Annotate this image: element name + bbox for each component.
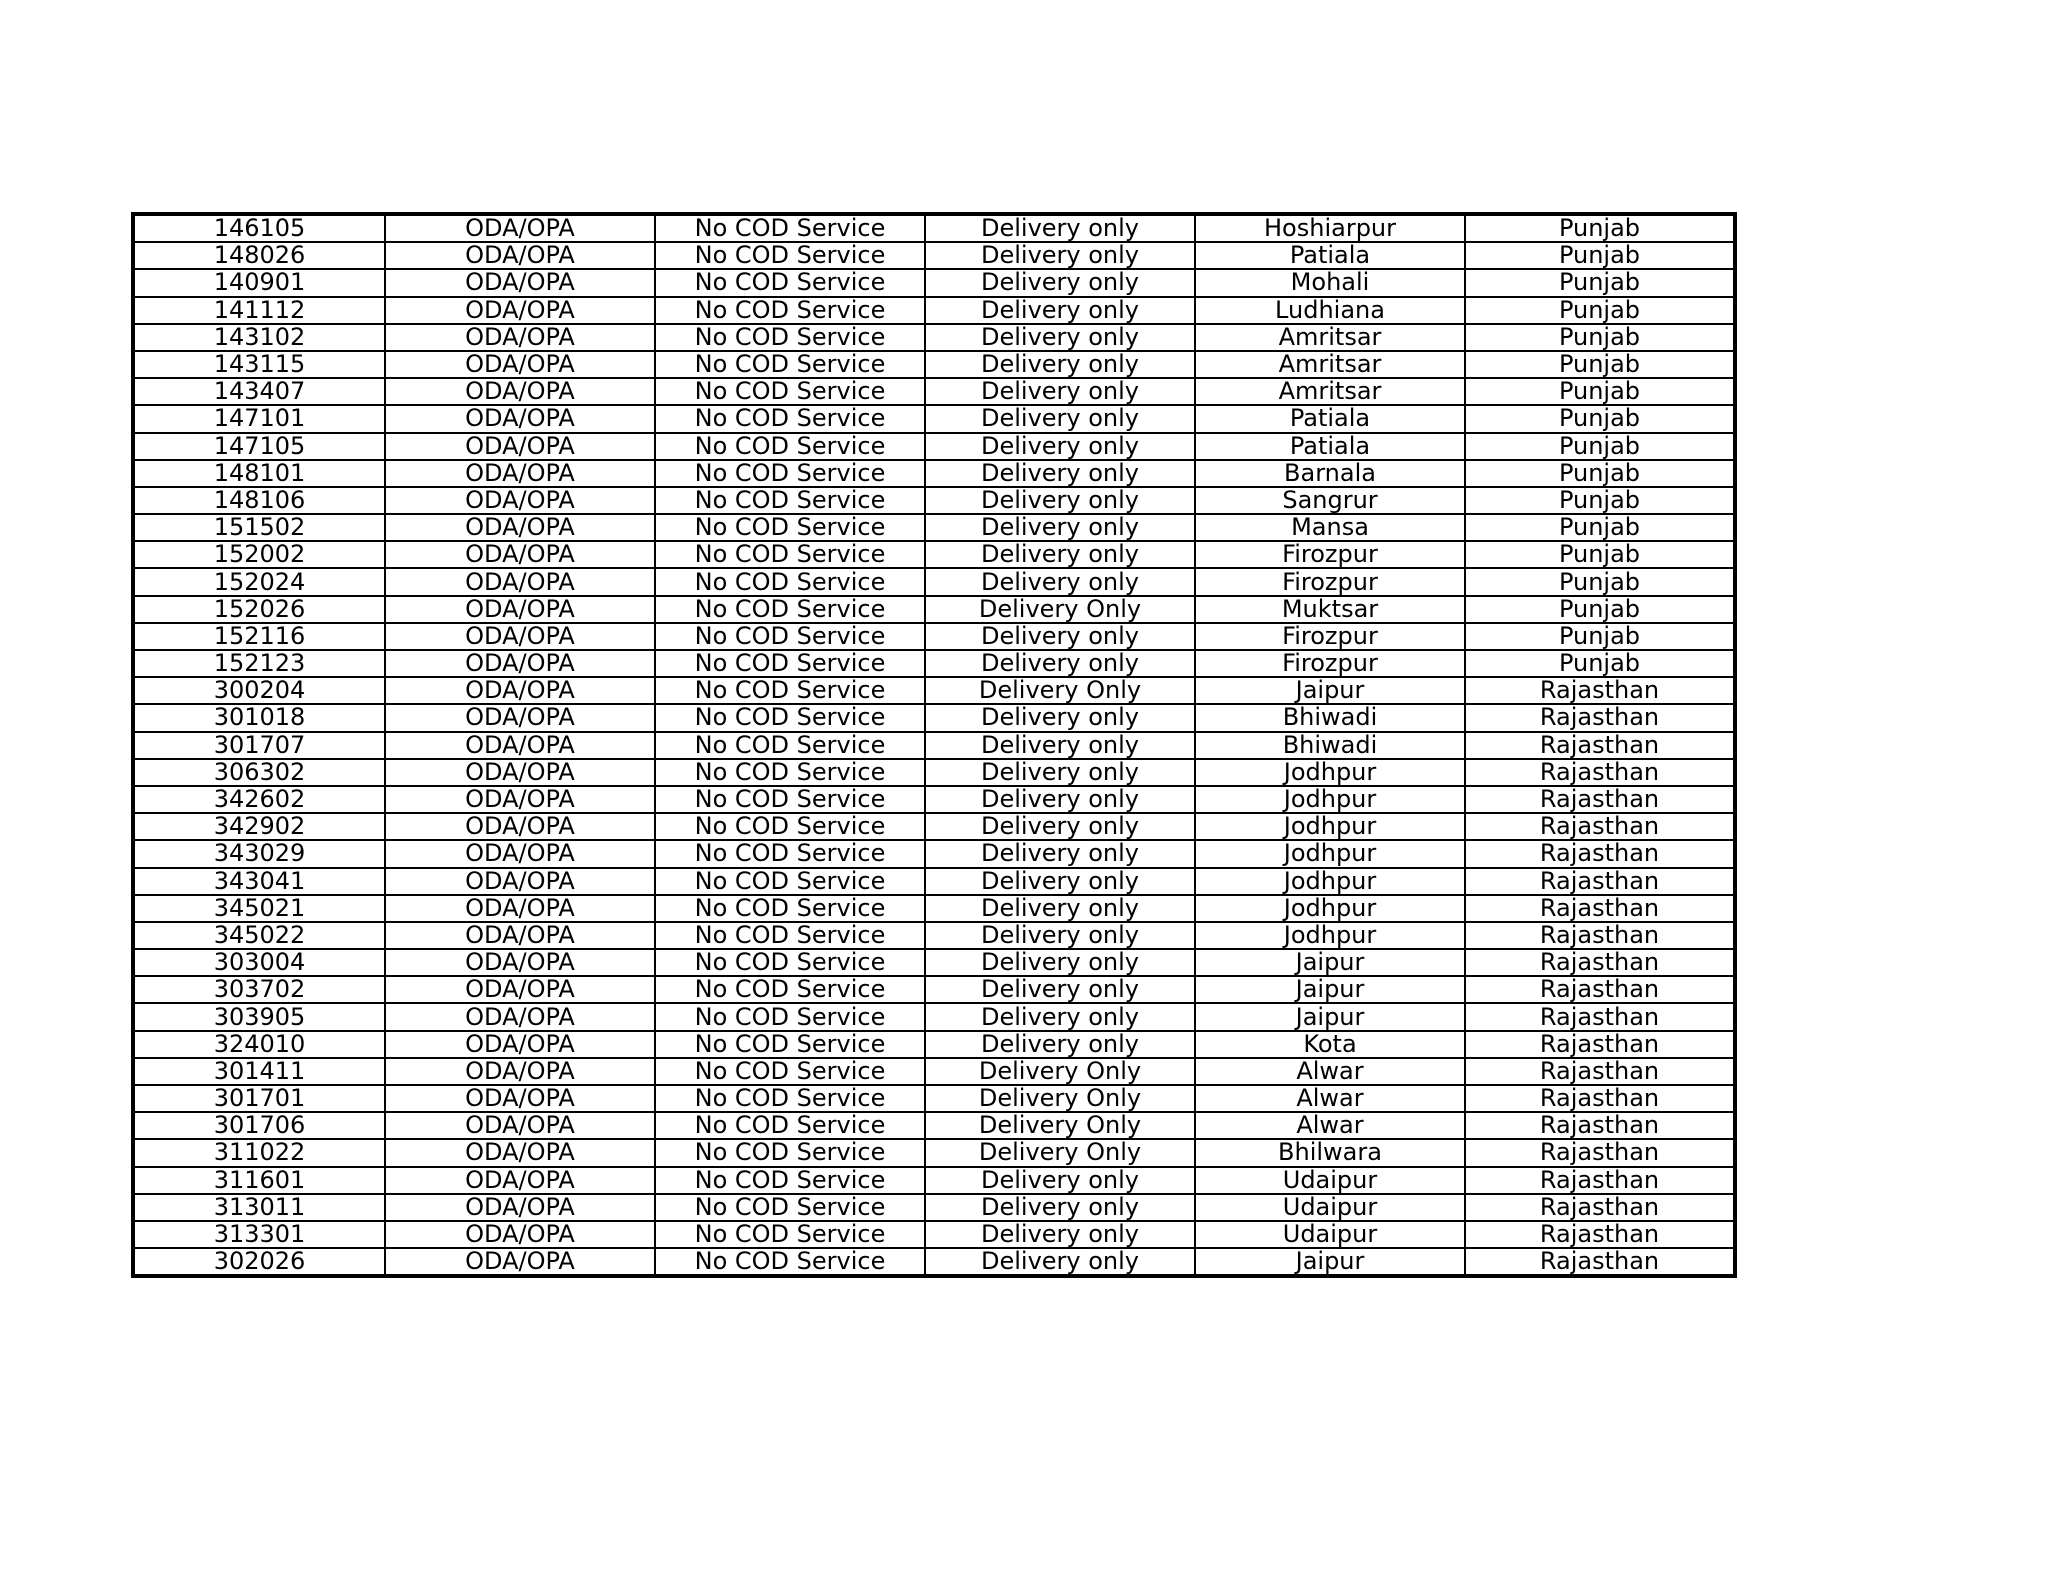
pincode-cell: 152024 bbox=[133, 568, 385, 595]
area-type-cell: ODA/OPA bbox=[385, 650, 655, 677]
cod-service-cell: No COD Service bbox=[655, 704, 925, 731]
city-cell: Patiala bbox=[1195, 405, 1465, 432]
state-cell: Rajasthan bbox=[1465, 1085, 1735, 1112]
table-row bbox=[133, 242, 1735, 269]
service-type-cell: Delivery only bbox=[925, 868, 1195, 895]
service-type-cell: Delivery only bbox=[925, 1003, 1195, 1030]
city-cell: Jodhpur bbox=[1195, 786, 1465, 813]
pincode-cell: 313011 bbox=[133, 1194, 385, 1221]
area-type-cell: ODA/OPA bbox=[385, 949, 655, 976]
city-cell: Bhilwara bbox=[1195, 1139, 1465, 1166]
table-row bbox=[133, 460, 1735, 487]
city-cell: Alwar bbox=[1195, 1085, 1465, 1112]
pincode-cell: 311601 bbox=[133, 1167, 385, 1194]
cod-service-cell: No COD Service bbox=[655, 433, 925, 460]
table-row bbox=[133, 514, 1735, 541]
city-cell: Mansa bbox=[1195, 514, 1465, 541]
table-row bbox=[133, 949, 1735, 976]
service-type-cell: Delivery only bbox=[925, 1031, 1195, 1058]
state-cell: Rajasthan bbox=[1465, 922, 1735, 949]
pincode-cell: 303004 bbox=[133, 949, 385, 976]
cod-service-cell: No COD Service bbox=[655, 1112, 925, 1139]
state-cell: Punjab bbox=[1465, 568, 1735, 595]
pincode-table bbox=[131, 212, 1737, 1278]
table-row bbox=[133, 324, 1735, 351]
state-cell: Punjab bbox=[1465, 378, 1735, 405]
city-cell: Kota bbox=[1195, 1031, 1465, 1058]
service-type-cell: Delivery Only bbox=[925, 596, 1195, 623]
table-row bbox=[133, 732, 1735, 759]
state-cell: Punjab bbox=[1465, 596, 1735, 623]
service-type-cell: Delivery only bbox=[925, 623, 1195, 650]
service-type-cell: Delivery only bbox=[925, 297, 1195, 324]
pincode-cell: 148106 bbox=[133, 487, 385, 514]
state-cell: Punjab bbox=[1465, 351, 1735, 378]
pincode-cell: 342902 bbox=[133, 813, 385, 840]
city-cell: Udaipur bbox=[1195, 1221, 1465, 1248]
pincode-cell: 313301 bbox=[133, 1221, 385, 1248]
area-type-cell: ODA/OPA bbox=[385, 297, 655, 324]
service-type-cell: Delivery only bbox=[925, 405, 1195, 432]
city-cell: Jodhpur bbox=[1195, 922, 1465, 949]
pincode-cell: 141112 bbox=[133, 297, 385, 324]
cod-service-cell: No COD Service bbox=[655, 677, 925, 704]
city-cell: Jodhpur bbox=[1195, 759, 1465, 786]
pincode-cell: 301411 bbox=[133, 1058, 385, 1085]
table-row bbox=[133, 1221, 1735, 1248]
pincode-cell: 301706 bbox=[133, 1112, 385, 1139]
city-cell: Firozpur bbox=[1195, 650, 1465, 677]
area-type-cell: ODA/OPA bbox=[385, 596, 655, 623]
cod-service-cell: No COD Service bbox=[655, 623, 925, 650]
city-cell: Barnala bbox=[1195, 460, 1465, 487]
pincode-cell: 306302 bbox=[133, 759, 385, 786]
state-cell: Punjab bbox=[1465, 541, 1735, 568]
area-type-cell: ODA/OPA bbox=[385, 405, 655, 432]
pincode-cell: 148026 bbox=[133, 242, 385, 269]
pincode-cell: 311022 bbox=[133, 1139, 385, 1166]
service-type-cell: Delivery only bbox=[925, 650, 1195, 677]
area-type-cell: ODA/OPA bbox=[385, 1248, 655, 1276]
pincode-cell: 301018 bbox=[133, 704, 385, 731]
pincode-cell: 303905 bbox=[133, 1003, 385, 1030]
city-cell: Mohali bbox=[1195, 269, 1465, 296]
table-row bbox=[133, 405, 1735, 432]
table-row bbox=[133, 1003, 1735, 1030]
city-cell: Bhiwadi bbox=[1195, 704, 1465, 731]
city-cell: Amritsar bbox=[1195, 351, 1465, 378]
table-row bbox=[133, 1139, 1735, 1166]
service-type-cell: Delivery only bbox=[925, 324, 1195, 351]
table-row bbox=[133, 568, 1735, 595]
state-cell: Punjab bbox=[1465, 214, 1735, 242]
state-cell: Punjab bbox=[1465, 405, 1735, 432]
service-type-cell: Delivery Only bbox=[925, 1058, 1195, 1085]
city-cell: Bhiwadi bbox=[1195, 732, 1465, 759]
area-type-cell: ODA/OPA bbox=[385, 1139, 655, 1166]
area-type-cell: ODA/OPA bbox=[385, 568, 655, 595]
area-type-cell: ODA/OPA bbox=[385, 623, 655, 650]
city-cell: Amritsar bbox=[1195, 324, 1465, 351]
pincode-cell: 345022 bbox=[133, 922, 385, 949]
state-cell: Punjab bbox=[1465, 514, 1735, 541]
cod-service-cell: No COD Service bbox=[655, 759, 925, 786]
state-cell: Punjab bbox=[1465, 623, 1735, 650]
cod-service-cell: No COD Service bbox=[655, 840, 925, 867]
pincode-cell: 143407 bbox=[133, 378, 385, 405]
service-type-cell: Delivery only bbox=[925, 541, 1195, 568]
pincode-cell: 301707 bbox=[133, 732, 385, 759]
table-row bbox=[133, 297, 1735, 324]
pincode-cell: 343041 bbox=[133, 868, 385, 895]
pincode-cell: 342602 bbox=[133, 786, 385, 813]
cod-service-cell: No COD Service bbox=[655, 895, 925, 922]
service-type-cell: Delivery only bbox=[925, 214, 1195, 242]
table-row bbox=[133, 677, 1735, 704]
city-cell: Jodhpur bbox=[1195, 840, 1465, 867]
service-type-cell: Delivery only bbox=[925, 732, 1195, 759]
cod-service-cell: No COD Service bbox=[655, 1003, 925, 1030]
service-type-cell: Delivery only bbox=[925, 487, 1195, 514]
cod-service-cell: No COD Service bbox=[655, 732, 925, 759]
table-row bbox=[133, 704, 1735, 731]
city-cell: Ludhiana bbox=[1195, 297, 1465, 324]
service-type-cell: Delivery Only bbox=[925, 1139, 1195, 1166]
service-type-cell: Delivery only bbox=[925, 1194, 1195, 1221]
service-type-cell: Delivery only bbox=[925, 895, 1195, 922]
pincode-cell: 345021 bbox=[133, 895, 385, 922]
service-type-cell: Delivery only bbox=[925, 1167, 1195, 1194]
pincode-cell: 140901 bbox=[133, 269, 385, 296]
state-cell: Rajasthan bbox=[1465, 976, 1735, 1003]
service-type-cell: Delivery only bbox=[925, 949, 1195, 976]
pincode-cell: 152123 bbox=[133, 650, 385, 677]
service-type-cell: Delivery only bbox=[925, 786, 1195, 813]
area-type-cell: ODA/OPA bbox=[385, 324, 655, 351]
service-type-cell: Delivery only bbox=[925, 514, 1195, 541]
table-row bbox=[133, 922, 1735, 949]
service-type-cell: Delivery only bbox=[925, 922, 1195, 949]
state-cell: Rajasthan bbox=[1465, 949, 1735, 976]
area-type-cell: ODA/OPA bbox=[385, 433, 655, 460]
city-cell: Jaipur bbox=[1195, 1003, 1465, 1030]
service-type-cell: Delivery only bbox=[925, 433, 1195, 460]
table-row bbox=[133, 895, 1735, 922]
area-type-cell: ODA/OPA bbox=[385, 895, 655, 922]
cod-service-cell: No COD Service bbox=[655, 460, 925, 487]
state-cell: Rajasthan bbox=[1465, 732, 1735, 759]
state-cell: Punjab bbox=[1465, 650, 1735, 677]
cod-service-cell: No COD Service bbox=[655, 214, 925, 242]
area-type-cell: ODA/OPA bbox=[385, 786, 655, 813]
city-cell: Hoshiarpur bbox=[1195, 214, 1465, 242]
pincode-cell: 300204 bbox=[133, 677, 385, 704]
table-row bbox=[133, 759, 1735, 786]
cod-service-cell: No COD Service bbox=[655, 1085, 925, 1112]
table-row bbox=[133, 786, 1735, 813]
table-row bbox=[133, 378, 1735, 405]
city-cell: Jodhpur bbox=[1195, 868, 1465, 895]
pincode-cell: 143115 bbox=[133, 351, 385, 378]
pincode-cell: 147105 bbox=[133, 433, 385, 460]
state-cell: Rajasthan bbox=[1465, 704, 1735, 731]
state-cell: Rajasthan bbox=[1465, 868, 1735, 895]
area-type-cell: ODA/OPA bbox=[385, 541, 655, 568]
table-row bbox=[133, 813, 1735, 840]
state-cell: Rajasthan bbox=[1465, 1167, 1735, 1194]
city-cell: Udaipur bbox=[1195, 1194, 1465, 1221]
service-type-cell: Delivery Only bbox=[925, 1112, 1195, 1139]
state-cell: Rajasthan bbox=[1465, 677, 1735, 704]
service-type-cell: Delivery Only bbox=[925, 677, 1195, 704]
area-type-cell: ODA/OPA bbox=[385, 813, 655, 840]
service-type-cell: Delivery only bbox=[925, 813, 1195, 840]
city-cell: Alwar bbox=[1195, 1058, 1465, 1085]
cod-service-cell: No COD Service bbox=[655, 487, 925, 514]
state-cell: Rajasthan bbox=[1465, 759, 1735, 786]
cod-service-cell: No COD Service bbox=[655, 514, 925, 541]
service-type-cell: Delivery only bbox=[925, 976, 1195, 1003]
table-row bbox=[133, 351, 1735, 378]
state-cell: Punjab bbox=[1465, 433, 1735, 460]
cod-service-cell: No COD Service bbox=[655, 596, 925, 623]
cod-service-cell: No COD Service bbox=[655, 324, 925, 351]
city-cell: Jaipur bbox=[1195, 976, 1465, 1003]
area-type-cell: ODA/OPA bbox=[385, 732, 655, 759]
cod-service-cell: No COD Service bbox=[655, 1194, 925, 1221]
cod-service-cell: No COD Service bbox=[655, 1248, 925, 1276]
pincode-cell: 343029 bbox=[133, 840, 385, 867]
table-row bbox=[133, 541, 1735, 568]
city-cell: Muktsar bbox=[1195, 596, 1465, 623]
pincode-cell: 143102 bbox=[133, 324, 385, 351]
table-row bbox=[133, 650, 1735, 677]
service-type-cell: Delivery only bbox=[925, 840, 1195, 867]
cod-service-cell: No COD Service bbox=[655, 1058, 925, 1085]
table-row bbox=[133, 1031, 1735, 1058]
city-cell: Jaipur bbox=[1195, 677, 1465, 704]
area-type-cell: ODA/OPA bbox=[385, 1112, 655, 1139]
cod-service-cell: No COD Service bbox=[655, 922, 925, 949]
pincode-cell: 151502 bbox=[133, 514, 385, 541]
state-cell: Rajasthan bbox=[1465, 895, 1735, 922]
city-cell: Jodhpur bbox=[1195, 895, 1465, 922]
area-type-cell: ODA/OPA bbox=[385, 269, 655, 296]
state-cell: Rajasthan bbox=[1465, 813, 1735, 840]
cod-service-cell: No COD Service bbox=[655, 1167, 925, 1194]
area-type-cell: ODA/OPA bbox=[385, 1221, 655, 1248]
state-cell: Rajasthan bbox=[1465, 1112, 1735, 1139]
area-type-cell: ODA/OPA bbox=[385, 1085, 655, 1112]
city-cell: Patiala bbox=[1195, 242, 1465, 269]
state-cell: Rajasthan bbox=[1465, 840, 1735, 867]
city-cell: Amritsar bbox=[1195, 378, 1465, 405]
area-type-cell: ODA/OPA bbox=[385, 460, 655, 487]
cod-service-cell: No COD Service bbox=[655, 786, 925, 813]
table-row bbox=[133, 1167, 1735, 1194]
area-type-cell: ODA/OPA bbox=[385, 922, 655, 949]
state-cell: Rajasthan bbox=[1465, 1248, 1735, 1276]
state-cell: Punjab bbox=[1465, 324, 1735, 351]
area-type-cell: ODA/OPA bbox=[385, 976, 655, 1003]
city-cell: Firozpur bbox=[1195, 568, 1465, 595]
state-cell: Punjab bbox=[1465, 269, 1735, 296]
state-cell: Rajasthan bbox=[1465, 1221, 1735, 1248]
table-row bbox=[133, 1248, 1735, 1276]
cod-service-cell: No COD Service bbox=[655, 976, 925, 1003]
area-type-cell: ODA/OPA bbox=[385, 840, 655, 867]
cod-service-cell: No COD Service bbox=[655, 541, 925, 568]
cod-service-cell: No COD Service bbox=[655, 297, 925, 324]
state-cell: Punjab bbox=[1465, 460, 1735, 487]
cod-service-cell: No COD Service bbox=[655, 269, 925, 296]
service-type-cell: Delivery only bbox=[925, 1221, 1195, 1248]
table-row bbox=[133, 433, 1735, 460]
city-cell: Patiala bbox=[1195, 433, 1465, 460]
state-cell: Punjab bbox=[1465, 242, 1735, 269]
table-row bbox=[133, 1194, 1735, 1221]
table-row bbox=[133, 1112, 1735, 1139]
area-type-cell: ODA/OPA bbox=[385, 704, 655, 731]
area-type-cell: ODA/OPA bbox=[385, 351, 655, 378]
area-type-cell: ODA/OPA bbox=[385, 868, 655, 895]
service-type-cell: Delivery only bbox=[925, 759, 1195, 786]
cod-service-cell: No COD Service bbox=[655, 949, 925, 976]
table-row bbox=[133, 1058, 1735, 1085]
cod-service-cell: No COD Service bbox=[655, 650, 925, 677]
table-row bbox=[133, 976, 1735, 1003]
table-row bbox=[133, 487, 1735, 514]
area-type-cell: ODA/OPA bbox=[385, 487, 655, 514]
cod-service-cell: No COD Service bbox=[655, 568, 925, 595]
state-cell: Rajasthan bbox=[1465, 786, 1735, 813]
cod-service-cell: No COD Service bbox=[655, 405, 925, 432]
pincode-cell: 147101 bbox=[133, 405, 385, 432]
area-type-cell: ODA/OPA bbox=[385, 214, 655, 242]
pincode-cell: 152002 bbox=[133, 541, 385, 568]
table-row bbox=[133, 214, 1735, 242]
area-type-cell: ODA/OPA bbox=[385, 242, 655, 269]
service-type-cell: Delivery only bbox=[925, 460, 1195, 487]
pincode-cell: 324010 bbox=[133, 1031, 385, 1058]
service-type-cell: Delivery only bbox=[925, 568, 1195, 595]
state-cell: Rajasthan bbox=[1465, 1194, 1735, 1221]
state-cell: Punjab bbox=[1465, 487, 1735, 514]
cod-service-cell: No COD Service bbox=[655, 813, 925, 840]
table-row bbox=[133, 1085, 1735, 1112]
pincode-table-body bbox=[133, 214, 1735, 1276]
area-type-cell: ODA/OPA bbox=[385, 1031, 655, 1058]
service-type-cell: Delivery only bbox=[925, 704, 1195, 731]
city-cell: Sangrur bbox=[1195, 487, 1465, 514]
area-type-cell: ODA/OPA bbox=[385, 759, 655, 786]
pincode-cell: 152026 bbox=[133, 596, 385, 623]
pincode-cell: 146105 bbox=[133, 214, 385, 242]
cod-service-cell: No COD Service bbox=[655, 868, 925, 895]
table-row bbox=[133, 840, 1735, 867]
cod-service-cell: No COD Service bbox=[655, 242, 925, 269]
cod-service-cell: No COD Service bbox=[655, 1139, 925, 1166]
city-cell: Jaipur bbox=[1195, 1248, 1465, 1276]
state-cell: Rajasthan bbox=[1465, 1058, 1735, 1085]
area-type-cell: ODA/OPA bbox=[385, 1194, 655, 1221]
pincode-cell: 301701 bbox=[133, 1085, 385, 1112]
area-type-cell: ODA/OPA bbox=[385, 1058, 655, 1085]
area-type-cell: ODA/OPA bbox=[385, 378, 655, 405]
pincode-cell: 152116 bbox=[133, 623, 385, 650]
pincode-cell: 148101 bbox=[133, 460, 385, 487]
area-type-cell: ODA/OPA bbox=[385, 1167, 655, 1194]
city-cell: Firozpur bbox=[1195, 541, 1465, 568]
service-type-cell: Delivery only bbox=[925, 378, 1195, 405]
table-row bbox=[133, 623, 1735, 650]
table-row bbox=[133, 269, 1735, 296]
table-row bbox=[133, 596, 1735, 623]
service-type-cell: Delivery Only bbox=[925, 1085, 1195, 1112]
city-cell: Alwar bbox=[1195, 1112, 1465, 1139]
service-type-cell: Delivery only bbox=[925, 242, 1195, 269]
city-cell: Jodhpur bbox=[1195, 813, 1465, 840]
state-cell: Rajasthan bbox=[1465, 1139, 1735, 1166]
state-cell: Rajasthan bbox=[1465, 1003, 1735, 1030]
pincode-cell: 302026 bbox=[133, 1248, 385, 1276]
service-type-cell: Delivery only bbox=[925, 1248, 1195, 1276]
area-type-cell: ODA/OPA bbox=[385, 677, 655, 704]
area-type-cell: ODA/OPA bbox=[385, 1003, 655, 1030]
pincode-cell: 303702 bbox=[133, 976, 385, 1003]
service-type-cell: Delivery only bbox=[925, 269, 1195, 296]
service-type-cell: Delivery only bbox=[925, 351, 1195, 378]
city-cell: Udaipur bbox=[1195, 1167, 1465, 1194]
state-cell: Rajasthan bbox=[1465, 1031, 1735, 1058]
city-cell: Firozpur bbox=[1195, 623, 1465, 650]
cod-service-cell: No COD Service bbox=[655, 378, 925, 405]
table-row bbox=[133, 868, 1735, 895]
cod-service-cell: No COD Service bbox=[655, 1031, 925, 1058]
state-cell: Punjab bbox=[1465, 297, 1735, 324]
city-cell: Jaipur bbox=[1195, 949, 1465, 976]
cod-service-cell: No COD Service bbox=[655, 1221, 925, 1248]
cod-service-cell: No COD Service bbox=[655, 351, 925, 378]
area-type-cell: ODA/OPA bbox=[385, 514, 655, 541]
